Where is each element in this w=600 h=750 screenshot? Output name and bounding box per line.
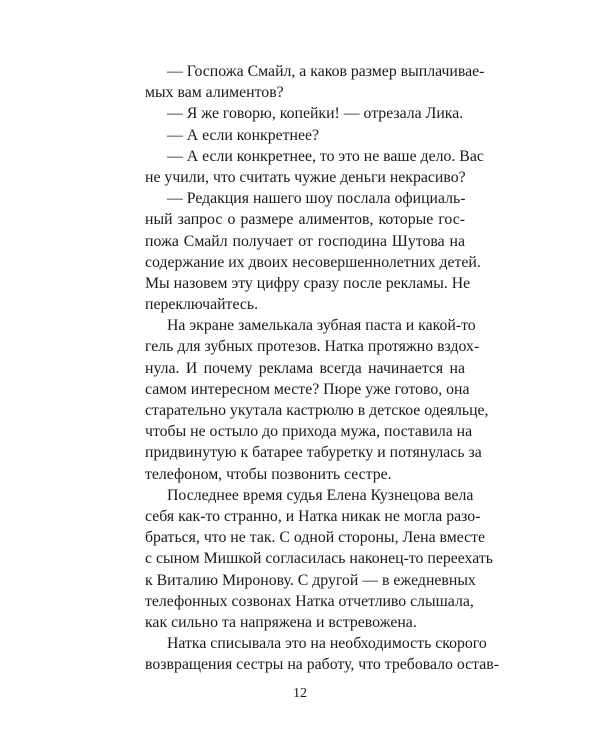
- text-line: нула. И почему реклама всегда начинается на: [145, 359, 465, 377]
- text-line: — Я же говорю, копейки! — отрезала Лика.: [167, 105, 464, 123]
- text-line: браться, что не так. С одной стороны, Лена вместе: [145, 529, 486, 547]
- text-line: На экране замелькала зубная паста и какой-то: [167, 317, 476, 335]
- text-line: мых вам алиментов?: [145, 84, 284, 102]
- text-line: — Редакция нашего шоу послала официаль-: [167, 190, 466, 208]
- text-line: пожа Смайл получает от господина Шутова на: [145, 232, 465, 250]
- page-number: 12: [293, 686, 307, 701]
- body-text: [145, 61, 499, 675]
- text-line: придвинутую к батарее табуретку и потянулась за: [145, 444, 482, 462]
- text-line: переключайтесь.: [145, 296, 259, 314]
- text-line: чтобы не остыло до прихода мужа, поставила на: [145, 423, 473, 441]
- text-line: самом интересном месте? Пюре уже готово, она: [145, 380, 470, 398]
- text-line: — Госпожа Смайл, а каков размер выплачивае-: [167, 63, 485, 80]
- text-line: Последнее время судья Елена Кузнецова вела: [167, 486, 474, 504]
- text-line: старательно укутала кастрюлю в детское одеяльце,: [145, 402, 489, 419]
- text-line: себя как-то странно, и Натка никак не могла разо-: [145, 507, 481, 525]
- text-line: ный запрос о размере алиментов, которые гос-: [145, 211, 465, 229]
- text-line: не учили, что считать чужие деньги некрасиво?: [145, 168, 466, 186]
- text-line: Мы назовем эту цифру сразу после рекламы. Не: [145, 274, 471, 292]
- text-line: гель для зубных протезов. Натка протяжно вздох-: [145, 338, 480, 356]
- text-line: телефонных созвонах Натка отчетливо слышала,: [145, 592, 474, 610]
- text-line: к Виталию Миронову. С другой — в ежедневных: [145, 571, 476, 589]
- text-line: — А если конкретнее, то это не ваше дело. Вас: [167, 147, 484, 165]
- text-line: возвращения сестры на работу, что требовало остав-: [145, 656, 499, 674]
- text-line: Натка списывала это на необходимость скорого: [167, 635, 487, 653]
- text-line: содержание их двоих несовершеннолетних детей.: [145, 253, 481, 271]
- text-line: телефоном, чтобы позвонить сестре.: [145, 465, 392, 483]
- text-line: как сильно та напряжена и встревожена.: [145, 613, 417, 631]
- text-line: — А если конкретнее?: [167, 126, 320, 144]
- text-line: с сыном Мишкой согласилась наконец-то переехать: [145, 550, 493, 568]
